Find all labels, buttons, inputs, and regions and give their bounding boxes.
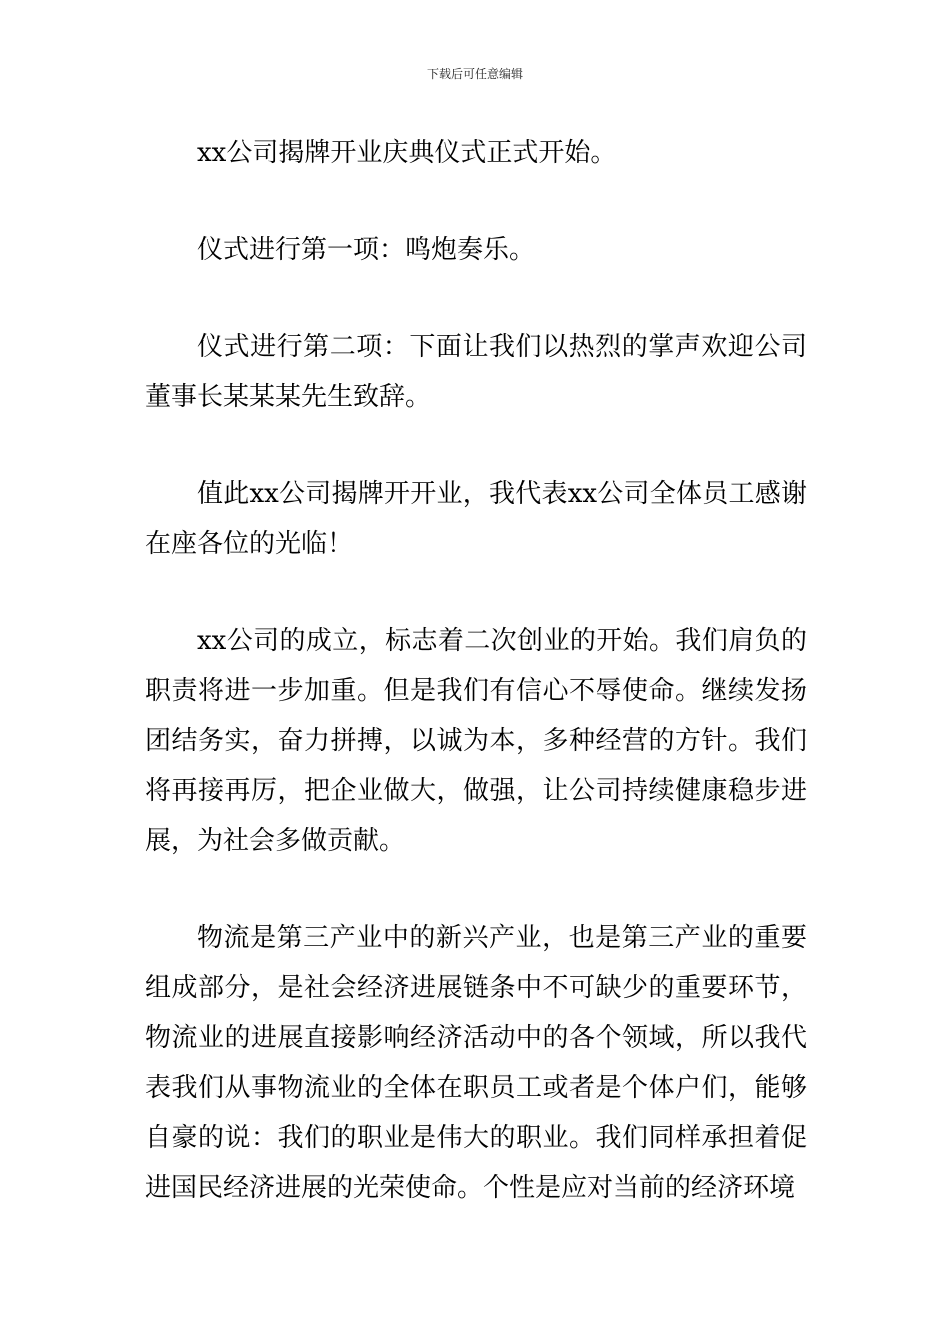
- paragraph-logistics: 物流是第三产业中的新兴产业，也是第三产业的重要组成部分，是社会经济进展链条中不可缺少的重要环节，物流业的进展直接影响经济活动中的各个领域，所以我代表我们从事物流业的全体在职员工或者是个体户们，能够自豪的说：我们的职业是伟大的职业。我们同样承担着促进国民经济进展的光荣使命。个性是应对当前的经济环境: [145, 923, 807, 1203]
- paragraph-ceremony-start: xx公司揭牌开业庆典仪式正式开始。: [197, 138, 617, 168]
- paragraph-item-two: 仪式进行第二项：下面让我们以热烈的掌声欢迎公司董事长某某某先生致辞。: [145, 332, 807, 412]
- paragraph-company-founding: xx公司的成立，标志着二次创业的开始。我们肩负的职责将进一步加重。但是我们有信心不辱使命。继续发扬团结务实，奋力拼搏，以诚为本，多种经营的方针。我们将再接再厉，把企业做大，做强，让公司持续健康稳步进展，为社会多做贡献。: [145, 626, 807, 856]
- paragraph-item-one: 仪式进行第一项：鸣炮奏乐。: [197, 235, 536, 265]
- page-header: 下载后可任意编辑: [426, 67, 523, 81]
- document-body: [145, 128, 807, 1260]
- paragraph-thanks: 值此xx公司揭牌开开业，我代表xx公司全体员工感谢在座各位的光临！: [145, 479, 807, 559]
